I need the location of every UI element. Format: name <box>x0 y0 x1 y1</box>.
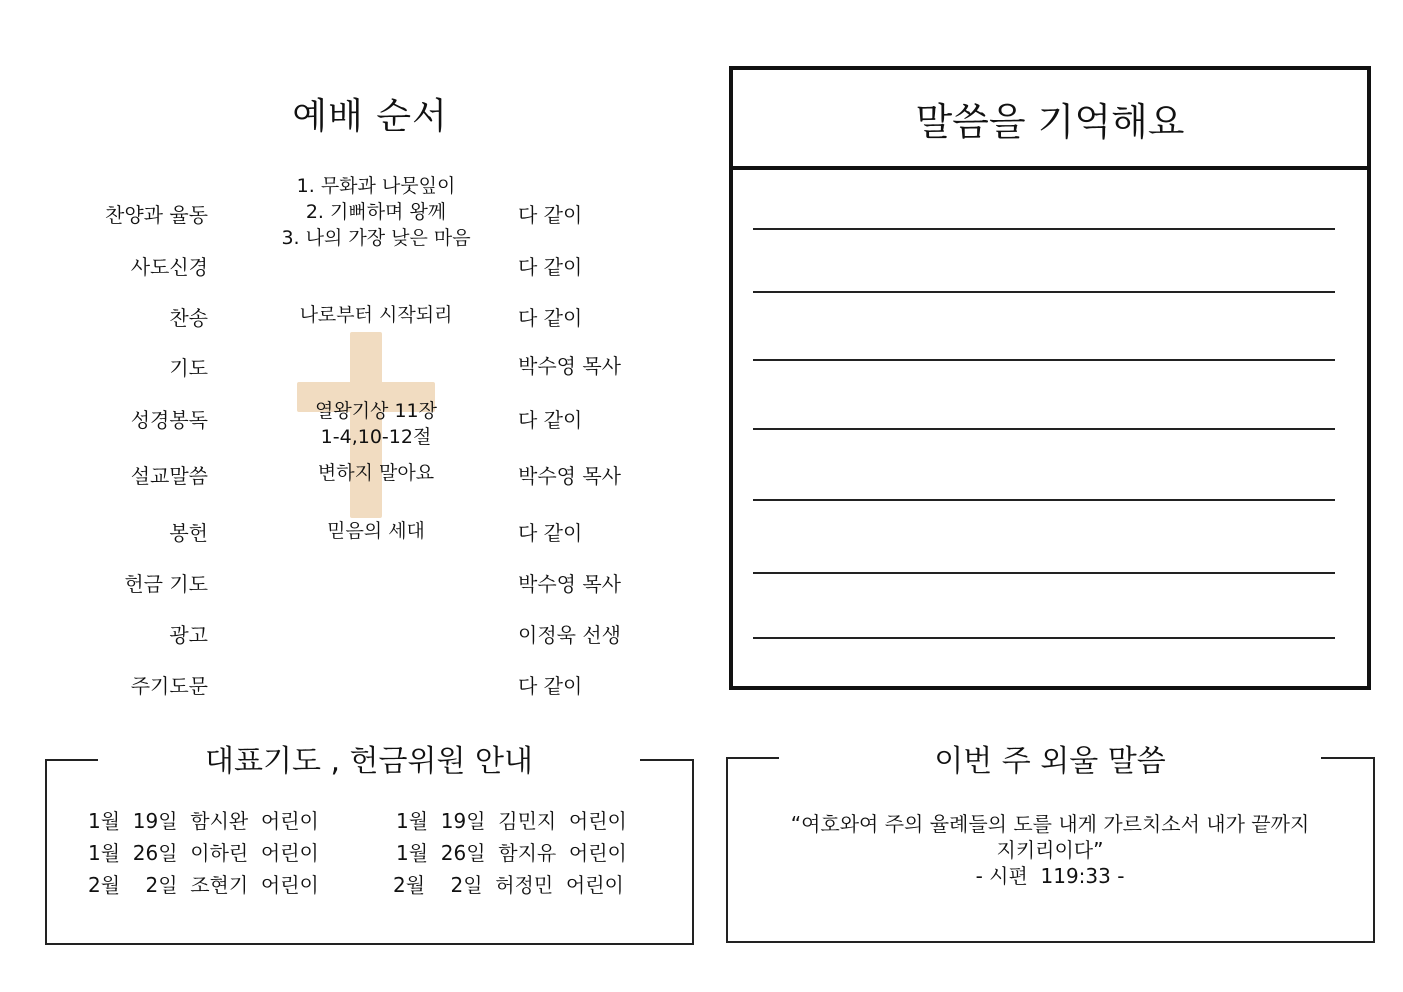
order-leader-hymn: 다 같이 <box>518 306 583 330</box>
verse-title: 이번 주 외울 말씀 <box>934 744 1166 779</box>
reading-book: 열왕기상 11장 <box>315 400 437 422</box>
memo-title: 말씀을 기억해요 <box>733 70 1367 170</box>
prayer-left-2: 1월 26일 이하린 어린이 <box>88 841 319 865</box>
order-label-sermon: 설교말씀 <box>130 464 208 488</box>
order-label-creed: 사도신경 <box>130 255 208 279</box>
order-leader-sermon: 박수영 목사 <box>518 464 621 488</box>
order-item-reading <box>226 398 526 450</box>
prayer-right-1: 1월 19일 김민지 어린이 <box>396 809 627 833</box>
order-leader-offering-prayer: 박수영 목사 <box>518 572 621 596</box>
reading-verses: 1-4,10-12절 <box>320 426 432 448</box>
memo-line <box>753 637 1335 639</box>
order-item-hymn: 나로부터 시작되리 <box>299 304 453 326</box>
order-label-offering-prayer: 헌금 기도 <box>124 572 208 596</box>
worship-order-title: 예배 순서 <box>292 96 448 137</box>
order-label-prayer: 기도 <box>169 356 208 380</box>
verse-frame-top-right <box>1321 757 1373 759</box>
memo-line <box>753 428 1335 430</box>
order-leader-prayer: 박수영 목사 <box>518 354 621 378</box>
prayer-frame-top-right <box>640 759 692 761</box>
memo-line <box>753 359 1335 361</box>
order-leader-creed: 다 같이 <box>518 255 583 279</box>
order-label-lords-prayer: 주기도문 <box>130 674 208 698</box>
memo-line <box>753 228 1335 230</box>
prayer-title: 대표기도 , 헌금위원 안내 <box>205 744 533 779</box>
memo-line <box>753 499 1335 501</box>
song-3: 3. 나의 가장 낮은 마음 <box>281 227 471 249</box>
prayer-right-2: 1월 26일 함지유 어린이 <box>396 841 627 865</box>
prayer-left-3: 2월 2일 조현기 어린이 <box>88 873 319 897</box>
verse-text <box>740 811 1360 889</box>
order-leader-offering: 다 같이 <box>518 521 583 545</box>
order-leader-lords-prayer: 다 같이 <box>518 674 583 698</box>
verse-frame-top-left <box>726 757 779 759</box>
order-label-praise: 찬양과 율동 <box>105 203 208 227</box>
order-label-reading: 성경봉독 <box>130 408 208 432</box>
order-item-sermon: 변하지 말아요 <box>317 462 435 484</box>
verse-line-2: 지키리이다” <box>996 838 1104 862</box>
order-leader-reading: 다 같이 <box>518 408 583 432</box>
memo-line <box>753 291 1335 293</box>
verse-line-1: “여호와여 주의 율례들의 도를 내게 가르치소서 내가 끝까지 <box>790 812 1310 836</box>
order-label-announcements: 광고 <box>169 623 208 647</box>
order-label-offering: 봉헌 <box>169 521 208 545</box>
verse-reference: - 시편 119:33 - <box>975 864 1125 888</box>
prayer-left-1: 1월 19일 함시완 어린이 <box>88 809 319 833</box>
order-item-praise-songs <box>226 173 526 251</box>
order-leader-praise: 다 같이 <box>518 203 583 227</box>
song-1: 1. 무화과 나뭇잎이 <box>296 175 456 197</box>
order-item-offering: 믿음의 세대 <box>327 520 425 542</box>
order-label-hymn: 찬송 <box>169 306 208 330</box>
order-leader-announcements: 이정욱 선생 <box>518 623 621 647</box>
song-2: 2. 기뻐하며 왕께 <box>305 201 447 223</box>
prayer-right-3: 2월 2일 허정민 어린이 <box>393 873 624 897</box>
prayer-frame-top-left <box>45 759 98 761</box>
memo-line <box>753 572 1335 574</box>
memo-box <box>729 66 1371 690</box>
